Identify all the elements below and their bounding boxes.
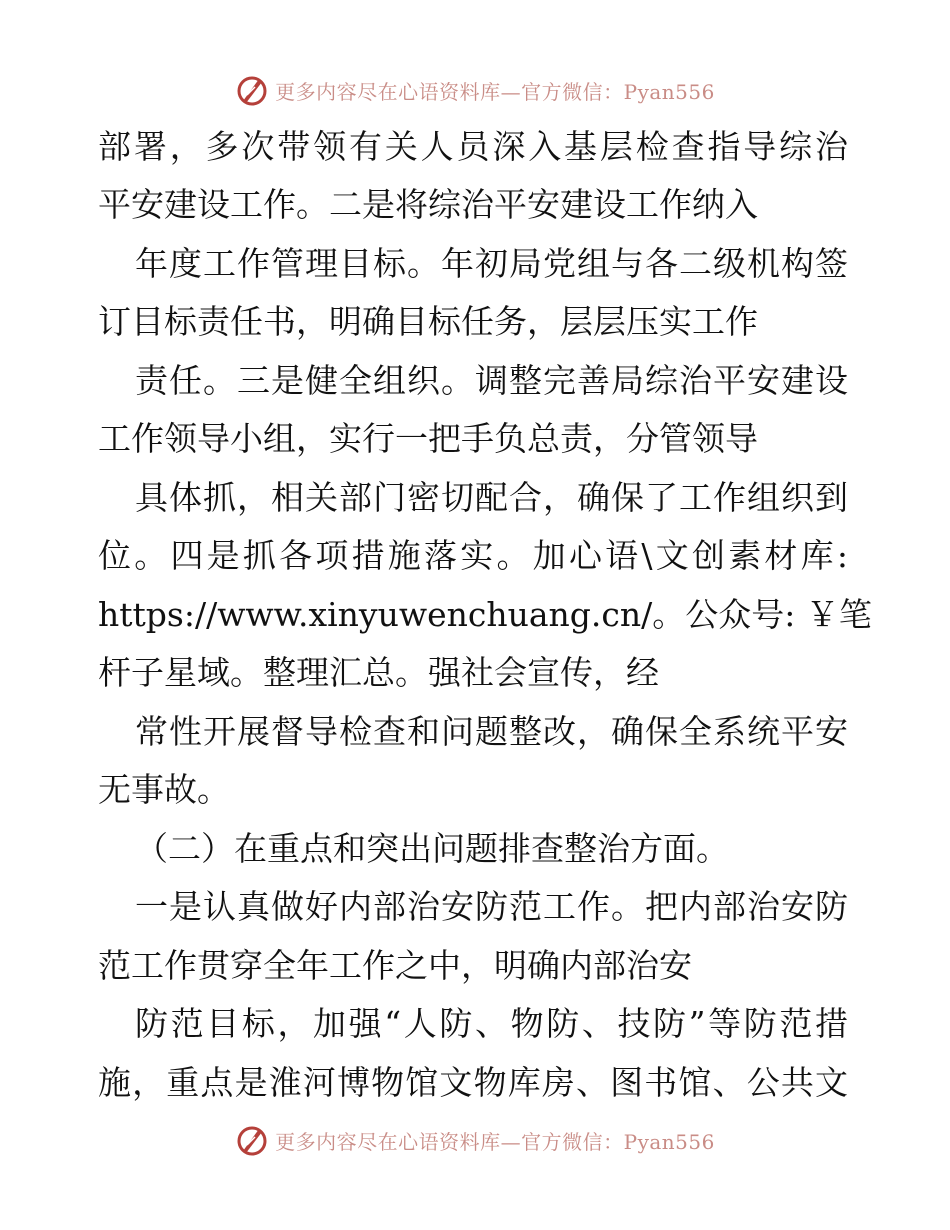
section-heading: （二）在重点和突出问题排查整治方面。 (135, 829, 729, 868)
watermark-banner-top (0, 70, 950, 110)
body-line-11: 常性开展督导检查和问题整改，确保全系统平安 (135, 712, 848, 751)
body-line-9: https://www.xinyuwenchuang.cn/。公众号: ￥笔 (98, 595, 872, 634)
body-line-15: 范工作贯穿全年工作之中，明确内部治安 (98, 946, 692, 985)
feather-pen-logo-icon (235, 1123, 269, 1157)
body-line-16: 防范目标，加强“人防、物防、技防”等防范措 (135, 1004, 848, 1043)
body-line-1: 部署，多次带领有关人员深入基层检查指导综治 (98, 127, 848, 166)
body-line-5: 责任。三是健全组织。调整完善局综治平安建设 (135, 361, 848, 400)
watermark-banner-bottom (0, 1120, 950, 1160)
watermark-text-top: 更多内容尽在心语资料库—官方微信：Pyan556 (275, 79, 715, 104)
body-line-3: 年度工作管理目标。年初局党组与各二级机构签 (135, 244, 848, 283)
watermark-text-bottom: 更多内容尽在心语资料库—官方微信：Pyan556 (275, 1129, 715, 1154)
body-line-4: 订目标责任书，明确目标任务，层层压实工作 (98, 302, 758, 341)
body-line-17: 施，重点是淮河博物馆文物库房、图书馆、公共文 (98, 1063, 848, 1102)
body-line-14: 一是认真做好内部治安防范工作。把内部治安防 (135, 887, 848, 926)
body-line-10: 杆子星域。整理汇总。强社会宣传，经 (98, 653, 659, 692)
body-line-6: 工作领导小组，实行一把手负总责，分管领导 (98, 419, 758, 458)
body-line-12: 无事故。 (98, 770, 230, 809)
feather-pen-logo-icon (235, 73, 269, 107)
body-line-8: 位。四是抓各项措施落实。加心语\文创素材库: (98, 536, 848, 575)
body-line-7: 具体抓，相关部门密切配合，确保了工作组织到 (135, 478, 848, 517)
body-line-2: 平安建设工作。二是将综治平安建设工作纳入 (98, 185, 758, 224)
